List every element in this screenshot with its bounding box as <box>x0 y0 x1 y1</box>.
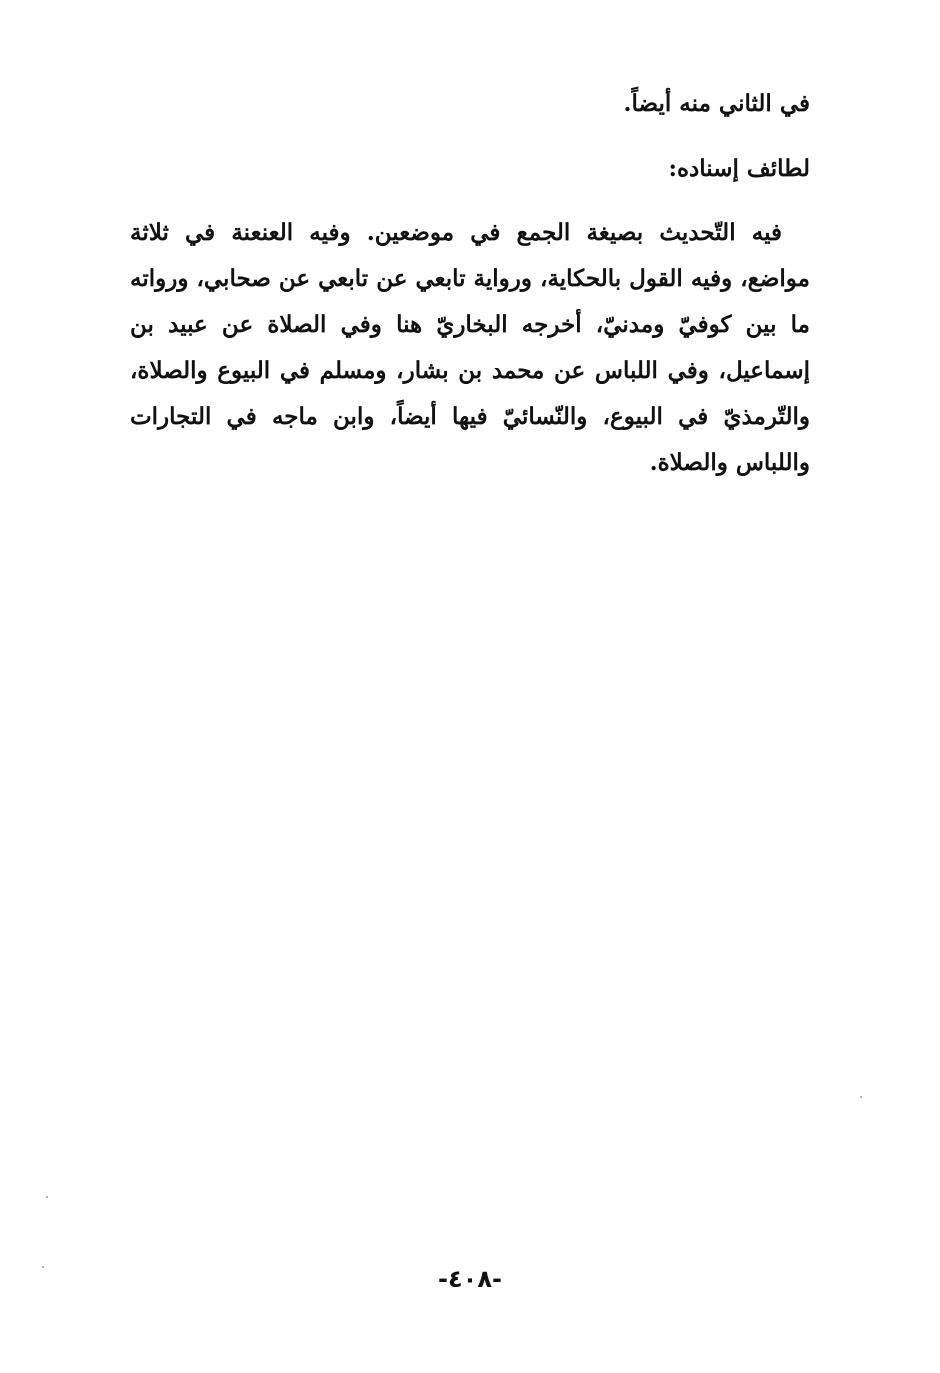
section-heading: لطائف إسناده: <box>668 155 810 182</box>
page-number: -٤٠٨- <box>438 1265 502 1293</box>
scan-speck <box>46 1196 48 1198</box>
continuation-line: في الثاني منه أيضاً. <box>623 90 810 117</box>
scan-speck <box>42 1266 44 1268</box>
scan-speck <box>860 1096 862 1098</box>
body-paragraph: فيه التّحديث بصيغة الجمع في موضعين. وفيه العنعنة في ثلاثة مواضع، وفيه القول بالحكاية، ورواية تابعي عن تابعي عن صحابي، ورواته ما بين كوفيّ ومدنيّ، أخرجه البخاريّ هنا وفي الصلاة عن عبيد بن إسماعيل، وفي اللباس عن محمد بن بشار، ومسلم في البيوع والصلاة، والتّرمذيّ في البيوع، والنّسائيّ فيها أيضاً، وابن ماجه في التجارات واللباس والصلاة. <box>130 219 810 476</box>
